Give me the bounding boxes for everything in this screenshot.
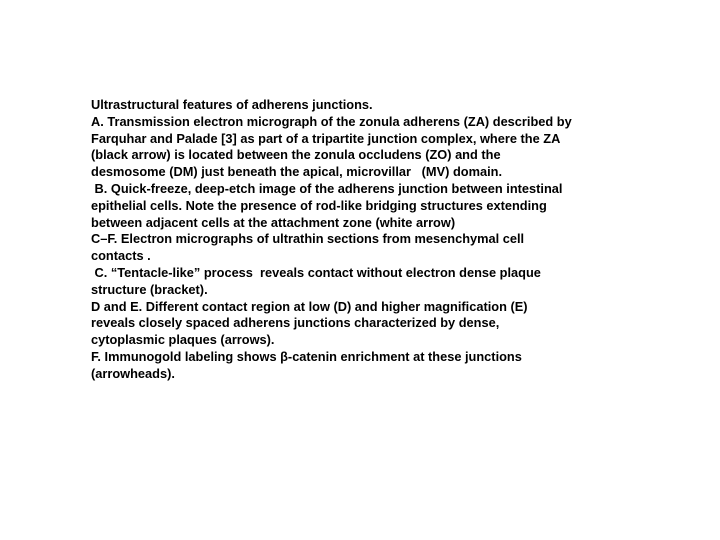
caption-line: C–F. Electron micrographs of ultrathin sections from mesenchymal cell [91,231,525,247]
caption-line: contacts . [91,248,151,264]
caption-line: (arrowheads). [91,365,175,381]
caption-line: Farquhar and Palade [3] as part of a tripartite junction complex, where the ZA [91,130,561,146]
caption-line: epithelial cells. Note the presence of rod-like bridging structures extending [91,197,547,213]
caption-line: F. Immunogold labeling shows β-catenin enrichment at these junctions [91,348,522,364]
caption-line: (black arrow) is located between the zonula occludens (ZO) and the [91,147,501,163]
caption-line: between adjacent cells at the attachment zone (white arrow) [91,214,456,230]
caption-title: Ultrastructural features of adherens junctions. [91,97,373,112]
caption-line: B. Quick-freeze, deep-etch image of the adherens junction between intestinal [91,180,563,196]
caption-line: A. Transmission electron micrograph of the zonula adherens (ZA) described by [91,113,572,129]
caption-line: C. “Tentacle-like” process reveals contact without electron dense plaque [91,264,541,280]
caption-line: desmosome (DM) just beneath the apical, microvillar (MV) domain. [91,164,503,180]
caption-line: cytoplasmic plaques (arrows). [91,332,275,348]
caption-line: structure (bracket). [91,281,208,297]
caption-line: reveals closely spaced adherens junctions characterized by dense, [91,315,500,331]
caption-line: D and E. Different contact region at low (D) and higher magnification (E) [91,298,528,314]
figure-caption [91,97,631,383]
